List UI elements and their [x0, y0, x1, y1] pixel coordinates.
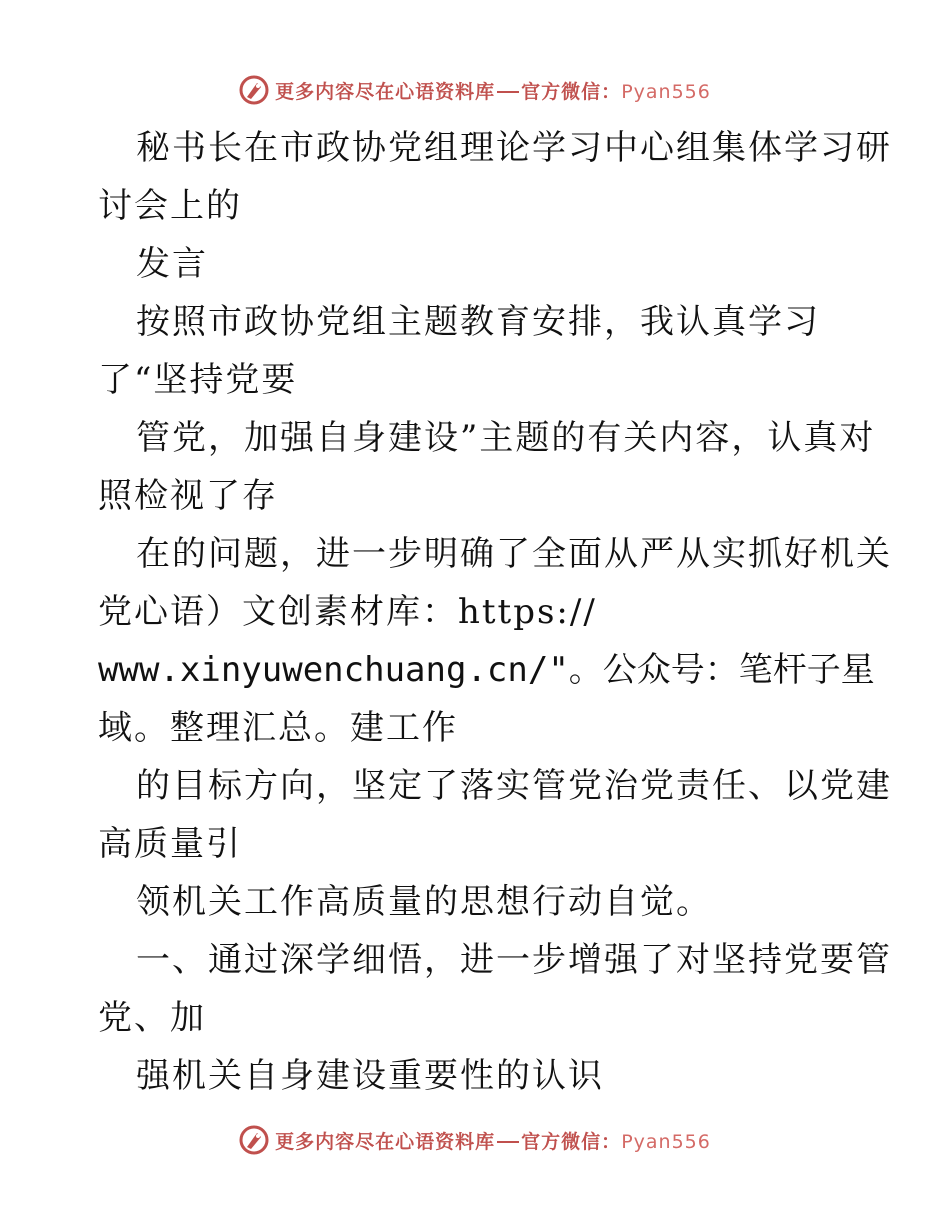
paragraph-line-url: 党心语）文创素材库：https:// [98, 592, 597, 632]
title-line-2: 讨会上的 [98, 186, 242, 226]
paragraph-line-url: www.xinyuwenchuang.cn/"。公众号：笔杆子星 [98, 650, 875, 690]
paragraph-line: 在的问题，进一步明确了全面从严从实抓好机关 [136, 534, 892, 574]
pen-nib-logo-icon [239, 75, 269, 105]
paragraph-line: 管党，加强自身建设”主题的有关内容，认真对 [136, 418, 876, 458]
paragraph-line: 领机关工作高质量的思想行动自觉。 [136, 882, 712, 922]
paragraph-line: 按照市政协党组主题教育安排，我认真学习 [136, 302, 820, 342]
header-watermark-banner [0, 70, 950, 110]
footer-watermark-banner [0, 1120, 950, 1160]
paragraph-line: 高质量引 [98, 824, 242, 864]
watermark-text: 更多内容尽在心语资料库 官方微信：Pyan556 [275, 1130, 711, 1153]
title-line-3: 发言 [136, 244, 208, 284]
watermark-text: 更多内容尽在心语资料库 官方微信：Pyan556 [275, 80, 711, 103]
paragraph-line: 了“坚持党要 [98, 360, 298, 400]
section-heading-line: 党、加 [98, 998, 206, 1038]
paragraph-line: 的目标方向，坚定了落实管党治党责任、以党建 [136, 766, 892, 806]
section-heading-line: 强机关自身建设重要性的认识 [136, 1056, 604, 1096]
paragraph-line: 照检视了存 [98, 476, 278, 516]
pen-nib-logo-icon [239, 1125, 269, 1155]
section-heading-line: 一、通过深学细悟，进一步增强了对坚持党要管 [136, 940, 892, 980]
document-body [98, 119, 892, 1105]
title-line-1: 秘书长在市政协党组理论学习中心组集体学习研 [136, 128, 892, 168]
paragraph-line: 域。整理汇总。建工作 [98, 708, 458, 748]
